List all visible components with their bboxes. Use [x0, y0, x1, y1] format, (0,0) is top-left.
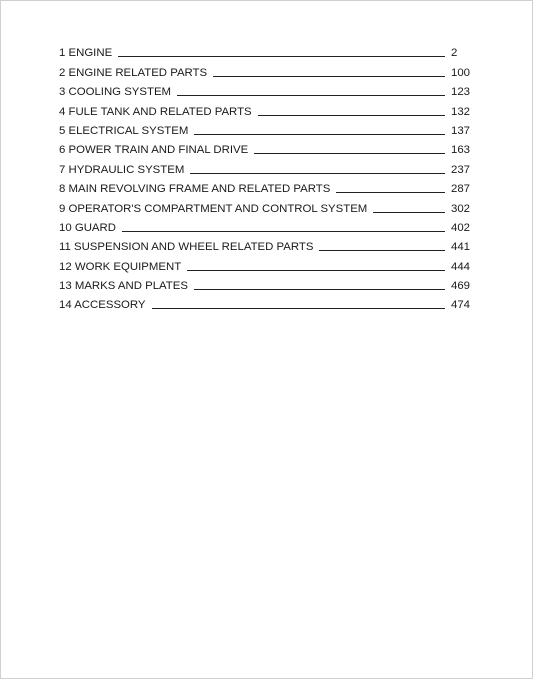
toc-leader-line [177, 95, 445, 96]
toc-entry-page: 402 [451, 221, 471, 234]
toc-leader-line [118, 56, 445, 57]
toc-entry[interactable] [59, 196, 471, 215]
toc-leader-line [336, 192, 445, 193]
toc-entry-page: 137 [451, 124, 471, 137]
toc-leader-line [187, 270, 445, 271]
toc-entry-title: 1 ENGINE [59, 47, 113, 60]
toc-entry-page: 132 [451, 105, 471, 118]
toc-entry-page: 474 [451, 299, 471, 312]
toc-entry-title: 3 COOLING SYSTEM [59, 86, 172, 99]
toc-leader-line [254, 153, 445, 154]
toc-entry-title: 6 POWER TRAIN AND FINAL DRIVE [59, 144, 249, 157]
toc-entry-title: 2 ENGINE RELATED PARTS [59, 66, 208, 79]
toc-entry-page: 469 [451, 280, 471, 293]
toc-entry[interactable] [59, 293, 471, 312]
toc-entry[interactable] [59, 216, 471, 235]
toc-entry[interactable] [59, 235, 471, 254]
toc-entry[interactable] [59, 254, 471, 273]
toc-entry-page: 302 [451, 202, 471, 215]
toc-entry-page: 123 [451, 86, 471, 99]
toc-entry[interactable] [59, 60, 471, 79]
toc-leader-line [194, 134, 445, 135]
toc-entry-page: 163 [451, 144, 471, 157]
toc-entry-title: 9 OPERATOR'S COMPARTMENT AND CONTROL SYSTEM [59, 202, 368, 215]
toc-entry-title: 8 MAIN REVOLVING FRAME AND RELATED PARTS [59, 183, 331, 196]
toc-entry[interactable] [59, 119, 471, 138]
toc-entry[interactable] [59, 80, 471, 99]
toc-leader-line [122, 231, 445, 232]
toc-leader-line [194, 289, 445, 290]
toc-leader-line [152, 308, 445, 309]
toc-entry[interactable] [59, 177, 471, 196]
toc-entry-title: 13 MARKS AND PLATES [59, 280, 188, 293]
toc-entry-page: 100 [451, 66, 471, 79]
toc-entry-title: 4 FULE TANK AND RELATED PARTS [59, 105, 252, 118]
toc-entry-page: 287 [451, 183, 471, 196]
table-of-contents [59, 41, 471, 312]
toc-entry-page: 237 [451, 163, 471, 176]
toc-entry[interactable] [59, 138, 471, 157]
toc-entry[interactable] [59, 157, 471, 176]
toc-entry-page: 441 [451, 241, 471, 254]
toc-entry[interactable] [59, 99, 471, 118]
toc-entry-title: 10 GUARD [59, 221, 116, 234]
toc-entry[interactable] [59, 41, 471, 60]
toc-entry-title: 12 WORK EQUIPMENT [59, 260, 182, 273]
toc-leader-line [373, 212, 445, 213]
toc-entry-page: 2 [451, 47, 458, 60]
toc-leader-line [213, 76, 445, 77]
toc-entry-page: 444 [451, 260, 471, 273]
toc-leader-line [190, 173, 445, 174]
toc-entry-title: 14 ACCESSORY [59, 299, 146, 312]
toc-entry-title: 5 ELECTRICAL SYSTEM [59, 124, 189, 137]
toc-entry[interactable] [59, 274, 471, 293]
toc-leader-line [258, 115, 445, 116]
toc-entry-title: 11 SUSPENSION AND WHEEL RELATED PARTS [59, 241, 314, 254]
toc-leader-line [319, 250, 445, 251]
toc-entry-title: 7 HYDRAULIC SYSTEM [59, 163, 185, 176]
